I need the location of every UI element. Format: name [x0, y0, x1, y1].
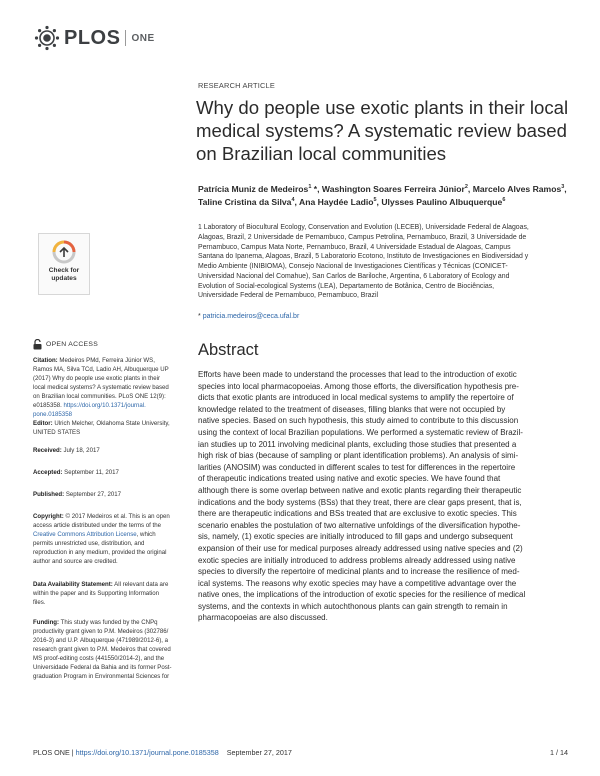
footer-journal: PLOS ONE — [33, 748, 70, 757]
funding-label: Funding: — [33, 619, 60, 626]
abstract-line: pharmacopoeias are also discussed. — [198, 613, 328, 623]
abstract-line: dicts that exotic plants are introduced in local medical systems to amplify the repertoire of — [198, 393, 514, 403]
open-lock-icon — [33, 339, 42, 350]
citation-line: on Brazilian local communities. PLoS ONE 12(9): — [33, 393, 166, 401]
citation-line: Ramos MA, Silva TCd, Ladio AH, Albuquerque UP — [33, 366, 169, 374]
author-name: Taline Cristina da Silva — [198, 197, 292, 208]
affiliation-line: Universidade Federal de Pernambuco, Pernambuco, Brazil — [198, 292, 379, 300]
received-value: July 18, 2017 — [61, 447, 100, 454]
affiliation-line: Universidad Nacional del Comahue), San Carlos de Bariloche, Argentina, 6 Laboratory of Ecology and — [198, 272, 510, 280]
plos-logo-text: PLOS — [64, 26, 121, 49]
abstract-line: using the context of local Brazilian populations. We performed a systematic review of Brazil- — [198, 427, 523, 437]
check-for-updates-badge[interactable] — [38, 233, 90, 295]
received-date — [33, 446, 173, 455]
affiliation-line: Santana do Ipanema, Alagoas, Brazil, 5 Laboratorio Ecotono, Instituto de Investigaciones en Biodiversidad y — [198, 253, 529, 261]
page-number: 1 / 14 — [550, 748, 568, 757]
footer-doi-link[interactable]: https://doi.org/10.1371/journal.pone.0185358 — [75, 748, 219, 757]
badge-line: Check for — [48, 267, 80, 274]
data-availability-label: Data Availability Statement: — [33, 581, 113, 588]
abstract-line: species to diversify the repertoire of medicinal plants and to increase the resilience of med- — [198, 567, 520, 577]
accepted-value: September 11, 2017 — [62, 469, 119, 476]
affiliation-line: Evolution of Social-ecological Systems (LEA), Departamento de Botânica, Centro de Biociências, — [198, 282, 495, 290]
funding-line: Universidade Federal da Bahia and its former Post- — [33, 664, 172, 672]
citation-block — [33, 356, 173, 419]
footer-separator: | — [69, 748, 76, 757]
abstract-line: systems, and the contexts in which autochthonous plants can gain strength to remain in — [198, 601, 508, 611]
funding-line: productivity grant given to P.M. Medeiros (302786/ — [33, 628, 169, 636]
copyright-line: , which — [136, 531, 156, 539]
affiliations — [198, 223, 590, 301]
published-label: Published: — [33, 491, 65, 498]
copyright-line: permits unrestricted use, distribution, and — [33, 540, 145, 548]
author-affiliation-mark: 6 — [502, 197, 506, 204]
author-affiliation-mark: 3 — [561, 184, 565, 190]
article-title: Why do people use exotic plants in their local medical systems? A systematic review based on Brazilian local communities — [196, 97, 569, 164]
data-availability-block — [33, 580, 173, 607]
copyright-label: Copyright: — [33, 513, 64, 520]
author-affiliation-mark: 4 — [291, 197, 295, 204]
abstract-line: of therapeutic indications treated using native and exotic species. We have found that — [198, 474, 501, 484]
funding-line: This study was funded by the CNPq — [59, 619, 158, 626]
received-label: Received: — [33, 447, 62, 454]
copyright-line: author and source are credited. — [33, 558, 118, 566]
cc-license-link[interactable]: Creative Commons Attribution License — [33, 531, 137, 539]
corresponding-email-link[interactable]: patricia.medeiros@ceca.ufal.br — [202, 313, 300, 320]
affiliation-line: Alagoas, Brazil, 2 Universidade de Pernambuco, Campus Petrolina, Pernambuco, Brazil, 3 Universidade de — [198, 233, 527, 241]
footer-date: September 27, 2017 — [226, 748, 292, 757]
abstract-line: there are therapeutic indications and BSs treated that are exclusive to exotic species. This — [198, 509, 517, 519]
author-list: Patrícia Muniz de Medeiros$^1$ *, Washington Soares Ferreira Júnior$^2$, Marcelo Alves Ramos$^3$, Taline Cristina da Silva$^4$, Ana Haydée Ladio$^5$, Ulysses Paulino Albuquerque$^6$ — [198, 183, 567, 208]
editor-label: Editor: — [33, 420, 53, 427]
corresponding-mark: * — [311, 183, 318, 194]
abstract-line: knowledge related to the treatment of diseases, filling blanks that were not occupied by — [198, 404, 506, 414]
editor-block — [33, 419, 173, 437]
abstract-body — [198, 369, 575, 624]
affiliation-line: Pernambuco, Campus Mata Norte, Pernambuco, Brazil, 4 Universidade Estadual de Alagoas, Campus — [198, 243, 511, 251]
published-value: September 27, 2017 — [64, 491, 122, 498]
author-name: Patrícia Muniz de Medeiros — [198, 183, 309, 194]
citation-line: local medical systems? A systematic review based — [33, 384, 169, 392]
published-date — [33, 490, 173, 499]
data-availability-line: within the paper and its Supporting Information — [33, 590, 160, 598]
page-footer — [33, 748, 568, 757]
abstract-line: sis, namely, (1) exotic species are initially introduced to fill gaps and undergo subsequent — [198, 532, 513, 542]
abstract-line: Efforts have been made to understand the processes that lead to the introduction of exotic — [198, 370, 517, 379]
author-name: Marcelo Alves Ramos — [472, 183, 562, 194]
abstract-line: larities (ANOSIM) was conducted in different scales to test for differences in the repertoire — [198, 462, 516, 472]
abstract-line: high risk of bias (because of sampling or plant identification problems). An analysis of simi- — [198, 451, 519, 461]
abstract-line: ical systems. The reasons why exotic species may have a competitive advantage over the — [198, 578, 517, 588]
abstract-line: ian studies up to 2011 involving medicinal plants, excluding those studies that presented a — [198, 439, 517, 449]
data-availability-line: files. — [33, 599, 46, 607]
abstract-line: native species. Based on such hypothesis, this study aimed to contribute to this discussion — [198, 416, 519, 426]
funding-line: 2016-3) and U.P. Albuquerque (471989/2012-6), a — [33, 637, 169, 645]
citation-line: Medeiros PMd, Ferreira Júnior WS, — [57, 357, 155, 364]
open-access-label — [33, 339, 98, 350]
data-availability-line: All relevant data are — [112, 581, 169, 588]
abstract-line: native ones, the implications of the introduction of exotic species for the resilience of medical — [198, 590, 526, 600]
affiliation-line: Medio Ambiente (INIBIOMA), Consejo Nacional de Investigaciones Científicas y Técnicas (CONICET- — [198, 263, 508, 270]
funding-line: research grant given to P.M. Medeiros that covered — [33, 646, 171, 654]
abstract-line: expansion of their use for medical purposes already addressed using native species and (2) — [198, 543, 523, 553]
abstract-heading: Abstract — [198, 341, 259, 359]
citation-line: (2017) Why do people use exotic plants in their — [33, 375, 161, 383]
abstract-line: species into local pharmacopoeias. Among those efforts, the diversification hypothesis pre- — [198, 381, 519, 391]
plos-logo-icon — [34, 25, 60, 51]
copyright-block — [33, 512, 173, 566]
abstract-line: indications and the body systems (BSs) that they treat, there are clear gaps present, that is, — [198, 497, 522, 507]
author-affiliation-mark: 2 — [464, 184, 468, 190]
journal-name: ONE — [131, 32, 155, 44]
accepted-date — [33, 468, 173, 477]
open-access-text: OPEN ACCESS — [46, 341, 99, 348]
copyright-line: © 2017 Medeiros et al. This is an open — [63, 513, 170, 520]
author-affiliation-mark: 5 — [373, 197, 377, 204]
affiliation-line: 1 Laboratory of Biocultural Ecology, Conservation and Evolution (LECEB), Universidade Federal de Alagoas, — [198, 224, 529, 231]
abstract-line: exotic species are initially introduced to address problems already addressed using native — [198, 555, 516, 565]
editor-line: UNITED STATES — [33, 429, 81, 437]
corresponding-author — [198, 313, 299, 320]
citation-doi-link[interactable]: https://doi.org/10.1371/journal. — [63, 402, 146, 410]
funding-line: MS proof-editing costs (441550/2014-2), and the — [33, 655, 165, 663]
abstract-line: although there is some overlap between native and exotic plants regarding their therapeutic — [198, 485, 522, 495]
badge-line: updates — [51, 275, 77, 282]
abstract-line: scenario enables the postulation of two alternative unfoldings of the diversification hypothe- — [198, 520, 521, 530]
copyright-line: reproduction in any medium, provided the original — [33, 549, 167, 557]
citation-doi-link[interactable]: pone.0185358 — [33, 411, 72, 419]
author-name: Washington Soares Ferreira Júnior — [321, 183, 465, 194]
author-name: Ulysses Paulino Albuquerque — [381, 197, 503, 208]
copyright-line: access article distributed under the terms of the — [33, 522, 162, 530]
corresponding-asterisk: * — [198, 313, 201, 320]
logo-separator — [125, 30, 126, 46]
citation-line: e0185358. — [33, 402, 64, 410]
author-affiliation-mark: 1 — [308, 184, 312, 190]
author-name: Ana Haydée Ladio — [298, 197, 374, 208]
citation-label: Citation: — [33, 357, 58, 364]
plos-one-logo — [34, 24, 164, 52]
article-type: RESEARCH ARTICLE — [198, 81, 275, 90]
accepted-label: Accepted: — [33, 469, 63, 476]
funding-line: graduation Program in Environmental Sciences for — [33, 673, 170, 681]
check-updates-icon — [52, 240, 76, 264]
editor-line: Ulrich Melcher, Oklahoma State University, — [52, 420, 170, 427]
funding-block — [33, 618, 173, 681]
